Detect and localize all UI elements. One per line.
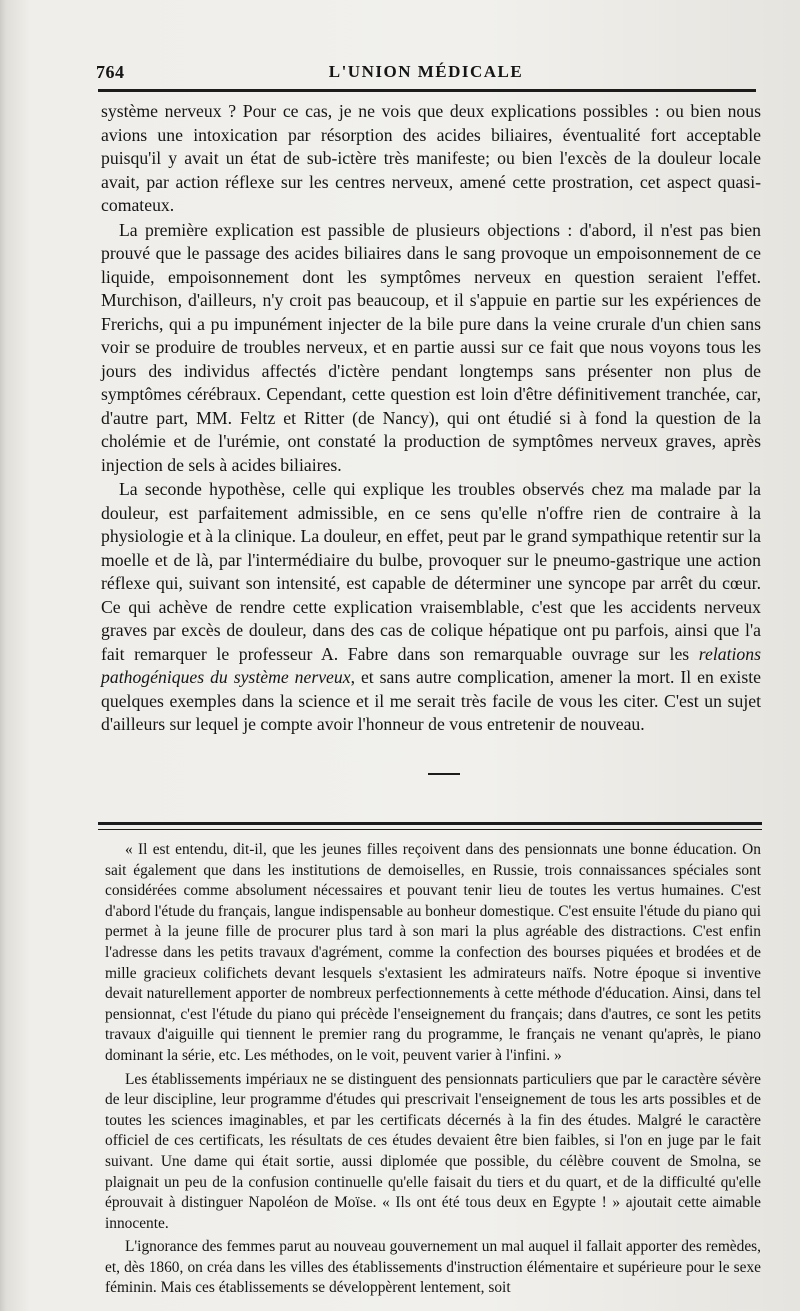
article-paragraph [101, 478, 761, 737]
journal-title: L'UNION MÉDICALE [328, 62, 524, 81]
book-title: relations pathogéniques du système nerveux [101, 643, 761, 687]
article-paragraph: système nerveux ? Pour ce cas, je ne vois que deux explications possibles : ou bien nous avions une intoxication par résorption des acides biliaires, éventualité fort acceptable puisqu'il y avait un état de sub-ictère très manifeste; ou bien l'excès de la douleur locale avait, par action réflexe sur les centres nerveux, amené cette prostration, cet aspect quasi-comateux. [101, 101, 761, 215]
page-number: 764 [96, 62, 125, 82]
article-text: , et sans autre complication, amener la mort. Il en existe quelques exemples dans la science et il me serait très facile de vous les citer. C'est un sujet d'ailleurs sur lequel je compte avoir l'honneur de vous entretenir de nouveau. [101, 667, 761, 734]
running-header [92, 56, 760, 86]
feuilleton-paragraph: « Il est entendu, dit-il, que les jeunes filles reçoivent dans des pensionnats une bonne éducation. On sait également que dans les institutions de demoiselles, en Russie, trois connaissances spéciales sont considérées comme absolument nécessaires et pouvant tenir lieu de toutes les vertus humaines. C'est d'abord l'étude du français, langue indispensable au bonheur domestique. C'est ensuite l'étude du piano qui permet à la jeune fille de procurer plus tard à son mari la plus agréable des distractions. C'est enfin l'adresse dans les petits travaux d'agrément, comme la confection des bourses piquées et brodées et de mille gracieux colifichets devant lesquels s'extasient les admirateurs naïfs. Notre époque si inventive devait naturellement apporter de nombreux perfectionnements à cette méthode d'éducation. Ainsi, dans tel pensionnat, c'est l'étude du piano qui précède l'enseignement du français; dans d'autres, ce sont les petits travaux d'aiguille qui tiennent le premier rang du programme, le français ne venant qu'après, le piano dominant la série, etc. Les méthodes, on le voit, peuvent varier à l'infini. » [105, 841, 761, 1064]
article-text: La seconde hypothèse, celle qui explique les troubles observés chez ma malade par la douleur, est parfaitement admissible, en ce sens qu'elle n'offre rien de contraire à la physiologie et à la clinique. La douleur, en effet, peut par le grand sympathique retentir sur la moelle et de là, par l'intermédiaire du bulbe, provoquer sur le pneumo-gastrique une action réflexe qui, suivant son intensité, est capable de déterminer une syncope par arrêt du cœur. Ce qui achève de rendre cette explication vraisemblable, c'est que les accidents nerveux graves par excès de douleur, dans des cas de colique hépatique ont pu parfois, ainsi que l'a fait remarquer le professeur A. Fabre dans son remarquable ouvrage sur les [101, 479, 761, 664]
feuilleton-paragraph: L'ignorance des femmes parut au nouveau gouvernement un mal auquel il fallait apporter des remèdes, et, dès 1860, on créa dans les villes des établissements d'instruction élémentaire et supérieure pour le sexe féminin. Mais ces établissements se développèrent lentement, soit [105, 1238, 761, 1297]
page-gutter-shadow [0, 0, 6, 1311]
header-rule [98, 89, 756, 92]
feuilleton-section [105, 840, 761, 1299]
section-end-dash [428, 773, 460, 775]
article-paragraph: La première explication est passible de plusieurs objections : d'abord, il n'est pas bien prouvé que le passage des acides biliaires dans le sang provoque un empoisonnement de ce liquide, empoisonnement dont les symptômes nerveux en question seraient l'effet. Murchison, d'ailleurs, n'y croit pas beaucoup, et il s'appuie en partie sur les expériences de Frerichs, qui a pu impunément injecter de la bile pure dans la veine crurale d'un chien sans voir se produire de troubles nerveux, et en partie aussi sur ce fait que nous voyons tous les jours des individus affectés d'ictère pendant longtemps sans présenter non plus de symptômes cérébraux. Cependant, cette question est loin d'être définitivement tranchée, car, d'autre part, MM. Feltz et Ritter (de Nancy), qui ont étudié si à fond la question de la cholémie et de l'urémie, ont constaté la production de symptômes nerveux graves, après injection de sels à acides biliaires. [101, 219, 761, 475]
feuilleton-rule-thick [98, 822, 762, 825]
article-body [101, 100, 761, 737]
feuilleton-paragraph: Les établissements impériaux ne se distinguent des pensionnats particuliers que par le caractère sévère de leur discipline, leur programme d'études qui prescrivait l'enseignement de tous les arts possibles et de toutes les sciences imaginables, et par les certificats décernés à la fin des études. Malgré le caractère officiel de ces certificats, les résultats de ces études devaient être bien faibles, si l'on en juge par le fait suivant. Une dame qui était sortie, aussi diplomée que possible, du célèbre couvent de Smolna, se plaignait un peu de la confusion continuelle qu'elle faisait du tiers et du quart, et de la difficulté qu'elle éprouvait à distinguer Napoléon de Moïse. « Ils ont été tous deux en Egypte ! » ajoutait cette aimable innocente. [105, 1070, 761, 1232]
feuilleton-rule-thin [98, 829, 762, 830]
